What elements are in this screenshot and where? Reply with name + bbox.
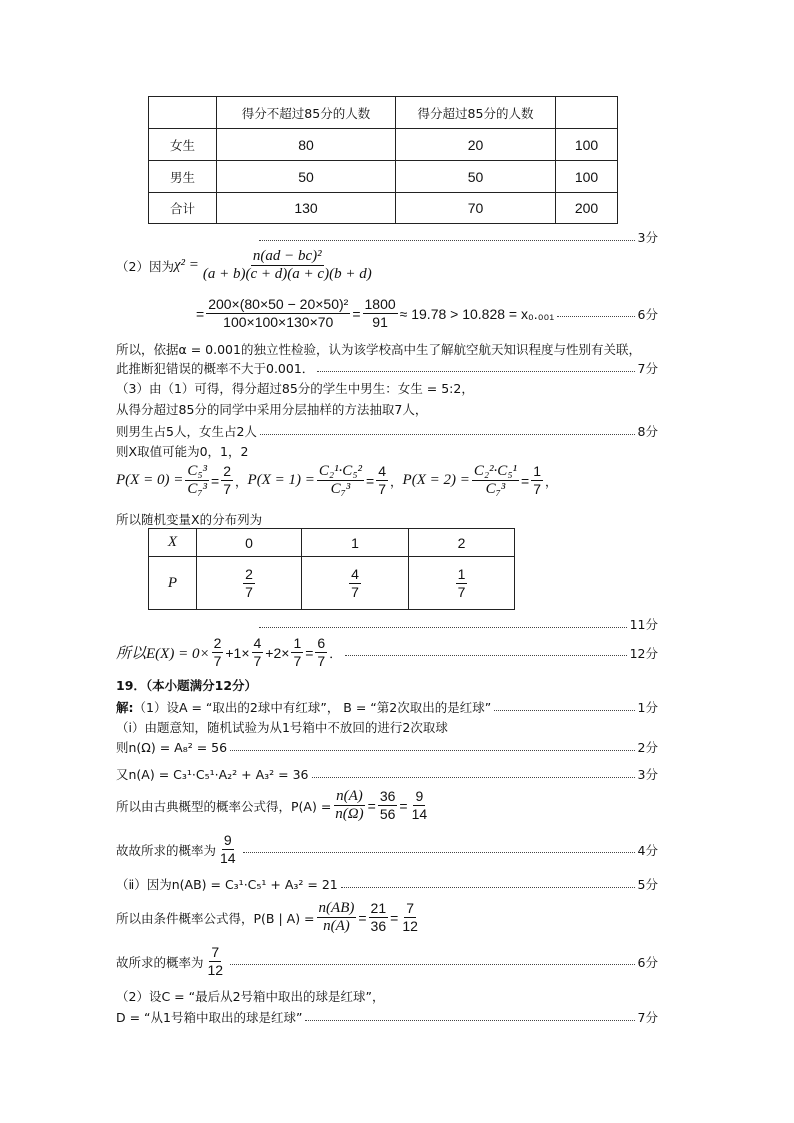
text: ， bbox=[545, 473, 558, 489]
score: 2分 bbox=[637, 740, 658, 755]
math: χ² = bbox=[173, 257, 199, 273]
dot-leader bbox=[345, 655, 627, 656]
text-line bbox=[116, 698, 658, 716]
table-row bbox=[149, 557, 515, 610]
denominator: 36 bbox=[370, 918, 387, 934]
text-line bbox=[116, 1008, 658, 1026]
table-cell bbox=[197, 557, 302, 610]
table-cell: 男生 bbox=[149, 161, 217, 193]
math: = bbox=[305, 644, 314, 661]
text-line bbox=[116, 738, 658, 756]
denominator: 7 bbox=[213, 653, 222, 669]
numerator: 2 bbox=[245, 565, 253, 582]
math: ≈ 19.78 > 10.828 = x₀.₀₀₁ bbox=[399, 305, 555, 322]
text: ， bbox=[235, 473, 248, 489]
math: = bbox=[352, 305, 361, 322]
text: 所以，依据α = 0.001的独立性检验，认为该学校高中生了解航空航天知识程度与性别有关联， bbox=[116, 342, 641, 357]
probability-line bbox=[116, 788, 658, 823]
score: 12分 bbox=[629, 645, 658, 661]
denominator: C₇³ bbox=[485, 481, 506, 497]
text: （1）设A = “取出的2球中有红球”， B = “第2次取出的是红球” bbox=[133, 700, 492, 715]
text-line bbox=[116, 379, 658, 397]
numerator: 4 bbox=[378, 463, 387, 479]
dot-leader bbox=[259, 627, 627, 628]
math: = bbox=[390, 909, 399, 926]
table-header-cell: 得分超过85分的人数 bbox=[396, 97, 556, 129]
score: 4分 bbox=[637, 842, 658, 858]
text-line bbox=[116, 510, 658, 528]
text-line bbox=[116, 422, 658, 440]
denominator: 14 bbox=[220, 850, 236, 866]
table-cell: 200 bbox=[556, 193, 618, 224]
fraction bbox=[363, 296, 398, 331]
score: 7分 bbox=[637, 1010, 658, 1025]
fraction bbox=[317, 900, 357, 935]
numerator: 2 bbox=[213, 635, 222, 651]
dot-leader bbox=[312, 777, 635, 778]
numerator: 2 bbox=[223, 463, 232, 479]
math: = bbox=[367, 797, 376, 814]
math: +2× bbox=[265, 644, 290, 661]
dot-leader bbox=[259, 240, 635, 241]
denominator: 7 bbox=[245, 583, 253, 600]
numerator: 1 bbox=[293, 635, 302, 651]
text: D = “从1号箱中取出的球是红球” bbox=[116, 1010, 303, 1025]
table-cell: 20 bbox=[396, 129, 556, 161]
table-cell: 80 bbox=[217, 129, 396, 161]
text: 则X取值可能为0，1，2 bbox=[116, 444, 249, 459]
table-cell: 130 bbox=[217, 193, 396, 224]
text: 所以由古典概型的概率公式得，P(A) = bbox=[116, 798, 332, 814]
probability-line bbox=[116, 463, 658, 498]
dot-leader bbox=[317, 371, 634, 372]
text: ． bbox=[329, 645, 342, 661]
table-row bbox=[149, 529, 515, 557]
table-row bbox=[149, 129, 618, 161]
score: 1分 bbox=[637, 700, 658, 715]
math: P(X = 0) = bbox=[116, 472, 184, 488]
score-line bbox=[116, 615, 658, 633]
fraction bbox=[376, 463, 388, 498]
numerator: n(A) bbox=[336, 788, 363, 804]
text: （3）由（1）可得，得分超过85分的学生中男生：女生 = 5:2， bbox=[116, 381, 474, 396]
numerator: n(AB) bbox=[318, 900, 355, 916]
denominator: 7 bbox=[293, 653, 302, 669]
numerator: 7 bbox=[406, 900, 414, 916]
math: = bbox=[399, 797, 408, 814]
table-cell: 合计 bbox=[149, 193, 217, 224]
table-header-cell: 得分不超过85分的人数 bbox=[217, 97, 396, 129]
math: = bbox=[211, 472, 220, 489]
contingency-table bbox=[148, 96, 618, 224]
numerator: 21 bbox=[370, 900, 387, 916]
table-cell: 2 bbox=[409, 529, 515, 557]
numerator: 36 bbox=[379, 788, 396, 804]
text-line bbox=[116, 832, 658, 867]
text: （2）设C = “最后从2号箱中取出的球是红球”， bbox=[116, 989, 385, 1004]
text-line bbox=[116, 718, 658, 736]
dot-leader bbox=[341, 887, 635, 888]
numerator: C₂¹·C₅² bbox=[318, 463, 363, 479]
dot-leader bbox=[557, 316, 635, 317]
text: 解: bbox=[116, 700, 134, 715]
denominator: n(A) bbox=[323, 918, 350, 934]
distribution-table bbox=[148, 528, 515, 610]
table-cell bbox=[409, 557, 515, 610]
denominator: 7 bbox=[253, 653, 262, 669]
table-cell: 50 bbox=[217, 161, 396, 193]
score: 11分 bbox=[629, 617, 658, 632]
fraction bbox=[201, 248, 374, 283]
score: 3分 bbox=[637, 767, 658, 782]
numerator: 7 bbox=[211, 944, 220, 960]
denominator: C₇³ bbox=[187, 481, 208, 497]
score: 6分 bbox=[637, 954, 658, 970]
numerator: 9 bbox=[415, 788, 424, 804]
table-cell: X bbox=[149, 529, 197, 557]
text-line bbox=[116, 359, 658, 377]
numerator: 9 bbox=[223, 832, 232, 848]
denominator: 14 bbox=[411, 806, 428, 822]
table-cell: 0 bbox=[197, 529, 302, 557]
fraction bbox=[206, 944, 226, 979]
score: 7分 bbox=[637, 361, 658, 376]
numerator: 1 bbox=[457, 565, 466, 582]
text: 又n(A) = C₃¹·C₅¹·A₂² + A₃² = 36 bbox=[116, 767, 309, 782]
denominator: 7 bbox=[457, 583, 466, 600]
fraction bbox=[252, 635, 264, 670]
fraction bbox=[410, 788, 430, 823]
fraction bbox=[472, 463, 519, 498]
table-header-cell bbox=[149, 97, 217, 129]
numerator: 4 bbox=[253, 635, 262, 651]
math: 所以E(X) = 0× bbox=[116, 646, 210, 662]
math: P(X = 1) = bbox=[247, 472, 315, 488]
table-cell: P bbox=[149, 557, 197, 610]
text: 故所求的概率为 bbox=[116, 954, 204, 970]
fraction bbox=[221, 463, 233, 498]
table-cell: 1 bbox=[302, 529, 409, 557]
fraction bbox=[218, 832, 238, 867]
score: 8分 bbox=[637, 424, 658, 439]
text-line bbox=[116, 944, 658, 979]
text: （2）因为 bbox=[116, 258, 174, 274]
text-line bbox=[116, 442, 658, 460]
fraction bbox=[291, 635, 303, 670]
fraction bbox=[400, 900, 420, 935]
fraction bbox=[456, 566, 468, 601]
dot-leader bbox=[305, 1020, 634, 1021]
fraction bbox=[185, 463, 209, 498]
table-cell: 100 bbox=[556, 129, 618, 161]
numerator: 200×(80×50 − 20×50)² bbox=[208, 296, 349, 312]
math: = bbox=[196, 305, 205, 322]
probability-line bbox=[116, 900, 658, 935]
text: 所以由条件概率公式得，P(B | A) = bbox=[116, 910, 315, 926]
dot-leader bbox=[243, 852, 635, 853]
table-row bbox=[149, 161, 618, 193]
text-line bbox=[116, 340, 658, 358]
denominator: 7 bbox=[351, 583, 359, 600]
table-cell: 50 bbox=[396, 161, 556, 193]
denominator: n(Ω) bbox=[335, 806, 364, 822]
denominator: 7 bbox=[378, 481, 387, 497]
fraction bbox=[333, 788, 365, 823]
chi-square-formula bbox=[116, 248, 658, 283]
denominator: 100×100×130×70 bbox=[223, 314, 334, 330]
math: P(X = 2) = bbox=[402, 472, 470, 488]
text: 19．（本小题满分12分） bbox=[116, 678, 258, 693]
fraction bbox=[378, 788, 398, 823]
table-header-row bbox=[149, 97, 618, 129]
score-line bbox=[116, 228, 658, 246]
expectation-line bbox=[116, 635, 658, 670]
dot-leader bbox=[230, 964, 634, 965]
math: = bbox=[358, 909, 367, 926]
fraction bbox=[369, 900, 389, 935]
fraction bbox=[317, 463, 364, 498]
score: 6分 bbox=[637, 306, 658, 322]
text: （ⅱ）因为n(AB) = C₃¹·C₅¹ + A₃² = 21 bbox=[116, 877, 338, 892]
text-line bbox=[116, 400, 658, 418]
numerator: 4 bbox=[351, 565, 359, 582]
text-line bbox=[116, 765, 658, 783]
fraction bbox=[531, 463, 543, 498]
text: 所以随机变量X的分布列为 bbox=[116, 512, 263, 527]
denominator: 91 bbox=[372, 314, 388, 330]
numerator: n(ad − bc)² bbox=[252, 248, 322, 264]
text: ， bbox=[390, 473, 403, 489]
fraction bbox=[206, 296, 350, 331]
dot-leader bbox=[230, 750, 634, 751]
denominator: 7 bbox=[317, 653, 326, 669]
table-cell: 70 bbox=[396, 193, 556, 224]
table-cell: 100 bbox=[556, 161, 618, 193]
text: （ⅰ）由题意知，随机试验为从1号箱中不放回的进行2次取球 bbox=[116, 720, 448, 735]
table-header-cell bbox=[556, 97, 618, 129]
denominator: (a + b)(c + d)(a + c)(b + d) bbox=[202, 266, 372, 282]
table-cell: 女生 bbox=[149, 129, 217, 161]
denominator: 56 bbox=[379, 806, 396, 822]
chi-square-calc bbox=[116, 296, 658, 331]
text: 则n(Ω) = A₈² = 56 bbox=[116, 740, 228, 755]
dot-leader bbox=[260, 434, 635, 435]
fraction bbox=[315, 635, 327, 670]
text: 从得分超过85分的同学中采用分层抽样的方法抽取7人， bbox=[116, 402, 428, 417]
denominator: 12 bbox=[402, 918, 418, 934]
dot-leader bbox=[494, 710, 634, 711]
text: 故故所求的概率为 bbox=[116, 842, 217, 858]
numerator: 1 bbox=[533, 463, 542, 479]
numerator: 1800 bbox=[364, 296, 396, 312]
denominator: 7 bbox=[223, 481, 232, 497]
text-line bbox=[116, 987, 658, 1005]
text: 则男生占5人，女生占2人 bbox=[116, 424, 257, 439]
text: 此推断犯错误的概率不大于0.001． bbox=[116, 361, 315, 376]
denominator: 7 bbox=[533, 481, 542, 497]
math: +1× bbox=[225, 644, 250, 661]
numerator: C₂²·C₅¹ bbox=[473, 463, 518, 479]
denominator: 12 bbox=[207, 962, 224, 978]
math: = bbox=[521, 472, 530, 489]
numerator: 6 bbox=[317, 635, 326, 651]
table-cell bbox=[302, 557, 409, 610]
fraction bbox=[349, 566, 361, 601]
math: = bbox=[366, 472, 375, 489]
score: 5分 bbox=[637, 877, 658, 892]
denominator: C₇³ bbox=[330, 481, 351, 497]
fraction bbox=[243, 566, 255, 601]
question-title bbox=[116, 676, 658, 694]
text-line bbox=[116, 875, 658, 893]
score: 3分 bbox=[637, 230, 658, 245]
fraction bbox=[212, 635, 224, 670]
table-row bbox=[149, 193, 618, 224]
numerator: C₅³ bbox=[187, 463, 208, 479]
